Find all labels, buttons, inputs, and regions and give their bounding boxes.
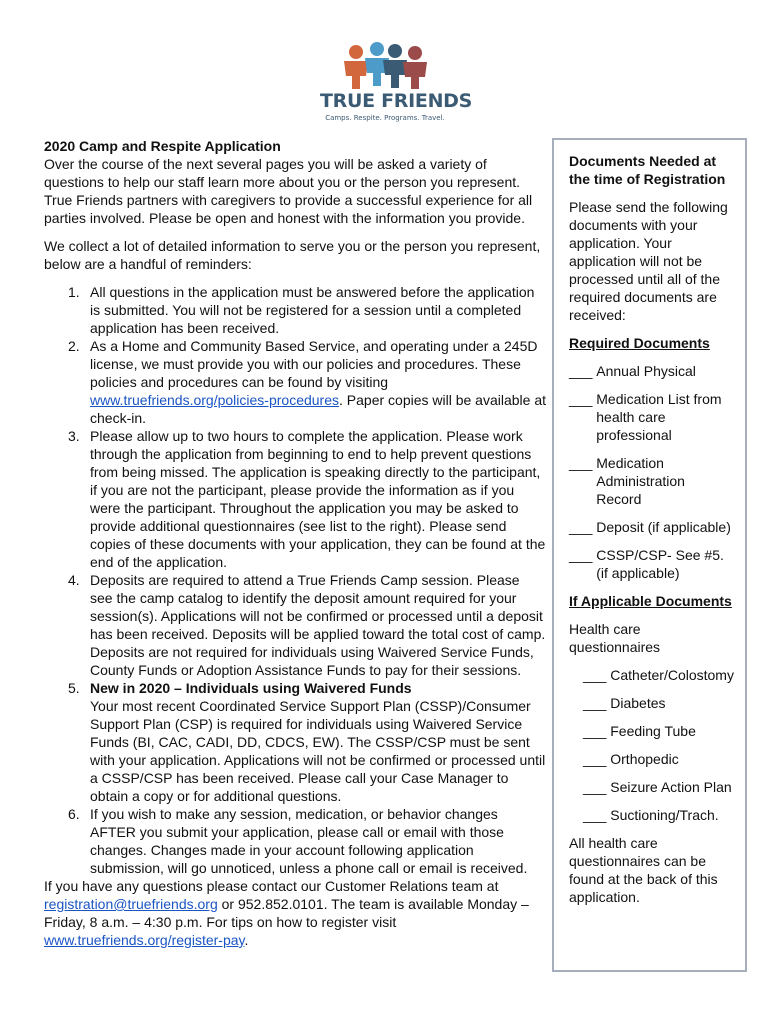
item-text: Your most recent Coordinated Service Support Plan (CSSP)/Consumer Support Plan (CSP) is required for individuals using Waivered Service Funds (BI, CAC, CADI, DD, CDCS, EW). The CSSP/CSP must be sent with your application. Applications will not be confirmed or processed until a CSSP/CSP has been received. Please call your Case Manager to obtain a copy or for additional questions. xyxy=(90,698,546,804)
required-item-label: Medication Administration Record xyxy=(596,455,685,507)
main-content xyxy=(44,137,546,949)
checkbox-blank: ___ xyxy=(569,455,597,471)
reminders-list xyxy=(44,283,546,877)
policies-procedures-link[interactable]: www.truefriends.org/policies-procedures xyxy=(90,392,339,408)
figure-orange xyxy=(344,45,368,89)
sidebar-intro: Please send the following documents with your application. Your application will not be processed until all of the required documents are received: xyxy=(569,199,728,323)
list-item xyxy=(44,805,546,877)
checkbox-blank: ___ xyxy=(569,363,597,379)
contact-text: If you have any questions please contact our Customer Relations team at xyxy=(44,878,499,894)
checkbox-blank: ___ xyxy=(583,807,611,823)
applicable-documents-heading: If Applicable Documents xyxy=(569,593,732,609)
questionnaire-label: Feeding Tube xyxy=(610,723,696,739)
required-item xyxy=(569,390,733,444)
required-item-label: CSSP/CSP- See #5. (if applicable) xyxy=(596,547,724,581)
item-text: As a Home and Community Based Service, and operating under a 245D license, we must provide you with our policies and procedures. These policies and procedures can be found by visiting xyxy=(90,338,538,390)
questionnaire-item xyxy=(569,750,733,768)
reminders-intro: We collect a lot of detailed information to serve you or the person you represent, below are a handful of reminders: xyxy=(44,238,541,272)
true-friends-logo xyxy=(320,40,473,130)
item-number: 6. xyxy=(68,806,80,822)
checkbox-blank: ___ xyxy=(583,667,611,683)
contact-paragraph xyxy=(44,877,546,949)
item-text: Please allow up to two hours to complete the application. Please work through the application from beginning to end to help prevent questions from being missed. The application is speaking directly to the participant, if you are not the participant, please provide the information as if you were the participant. Throughout the application you may be asked to provide additional questionnaires (see list to the right). Please send copies of these documents with your application, they can be found at the end of the application. xyxy=(90,428,546,570)
checkbox-blank: ___ xyxy=(583,695,611,711)
questionnaire-label: Orthopedic xyxy=(610,751,679,767)
contact-text-hours: or 952.852.0101. The team is available Monday – Friday, 8 a.m. – 4:30 p.m. For tips on how to register visit xyxy=(44,896,529,930)
questionnaire-item xyxy=(569,778,733,796)
intro-paragraph: Over the course of the next several pages you will be asked a variety of questions to help our staff learn more about you or the person you represent. True Friends partners with caregivers to provide a successful experience for all parties involved. Please be open and honest with the information you provide. xyxy=(44,156,533,226)
item-number: 3. xyxy=(68,428,80,444)
checkbox-blank: ___ xyxy=(583,751,611,767)
register-pay-link[interactable]: www.truefriends.org/register-pay xyxy=(44,932,245,948)
required-item xyxy=(569,546,733,582)
list-item xyxy=(44,427,546,571)
questionnaire-item xyxy=(569,806,733,824)
logo-title: TRUE FRIENDS xyxy=(320,90,473,112)
required-item xyxy=(569,362,733,380)
questionnaire-label: Suctioning/Trach. xyxy=(610,807,719,823)
registration-email-link[interactable]: registration@truefriends.org xyxy=(44,896,218,912)
page-title: 2020 Camp and Respite Application xyxy=(44,138,281,154)
required-item-label: Medication List from health care professional xyxy=(596,391,722,443)
figure-slate xyxy=(383,44,407,88)
checkbox-blank: ___ xyxy=(569,547,597,563)
item-heading: New in 2020 – Individuals using Waivered Funds xyxy=(90,680,412,696)
checkbox-blank: ___ xyxy=(583,723,611,739)
item-number: 1. xyxy=(68,284,80,300)
sidebar-title: Documents Needed at the time of Registration xyxy=(569,153,726,187)
required-item xyxy=(569,518,733,536)
item-text: Deposits are required to attend a True Friends Camp session. Please see the camp catalog to identify the deposit amount required for your session(s). Applications will not be confirmed or processed until a deposit has been received. Deposits will be applied toward the total cost of camp. Deposits are not required for individuals using Waivered Service Funds, County Funds or Adoption Assistance Funds to pay for their sessions. xyxy=(90,572,546,678)
list-item xyxy=(44,283,546,337)
sidebar-footer: All health care questionnaires can be found at the back of this application. xyxy=(569,835,718,905)
item-text: If you wish to make any session, medication, or behavior changes AFTER you submit your application, please call or email with those changes. Changes made in your account following application submission, will go unnoticed, unless a phone call or email is received. xyxy=(90,806,528,876)
required-item-label: Annual Physical xyxy=(596,363,696,379)
list-item xyxy=(44,337,546,427)
questionnaire-item xyxy=(569,666,733,684)
people-figures-icon xyxy=(320,40,450,90)
list-item xyxy=(44,571,546,679)
required-documents-heading: Required Documents xyxy=(569,335,710,351)
logo-tagline: Camps. Respite. Programs. Travel. xyxy=(325,114,445,122)
figure-maroon xyxy=(403,46,427,89)
item-text-after: . Paper copies will be available at check-in. xyxy=(90,392,547,426)
questionnaire-item xyxy=(569,694,733,712)
checkbox-blank: ___ xyxy=(583,779,611,795)
questionnaires-label: Health care questionnaires xyxy=(569,621,661,655)
item-number: 2. xyxy=(68,338,80,354)
required-item xyxy=(569,454,733,508)
required-item-label: Deposit (if applicable) xyxy=(596,519,731,535)
checkbox-blank: ___ xyxy=(569,391,597,407)
item-text: All questions in the application must be answered before the application is submitted. You will not be registered for a session until a completed application has been received. xyxy=(90,284,535,336)
questionnaire-label: Seizure Action Plan xyxy=(610,779,732,795)
contact-text-end: . xyxy=(244,932,249,948)
item-number: 4. xyxy=(68,572,80,588)
questionnaire-label: Diabetes xyxy=(610,695,666,711)
questionnaire-label: Catheter/Colostomy xyxy=(610,667,734,683)
documents-sidebar xyxy=(552,138,747,972)
list-item xyxy=(44,679,546,805)
questionnaire-item xyxy=(569,722,733,740)
item-number: 5. xyxy=(68,680,80,696)
checkbox-blank: ___ xyxy=(569,519,597,535)
